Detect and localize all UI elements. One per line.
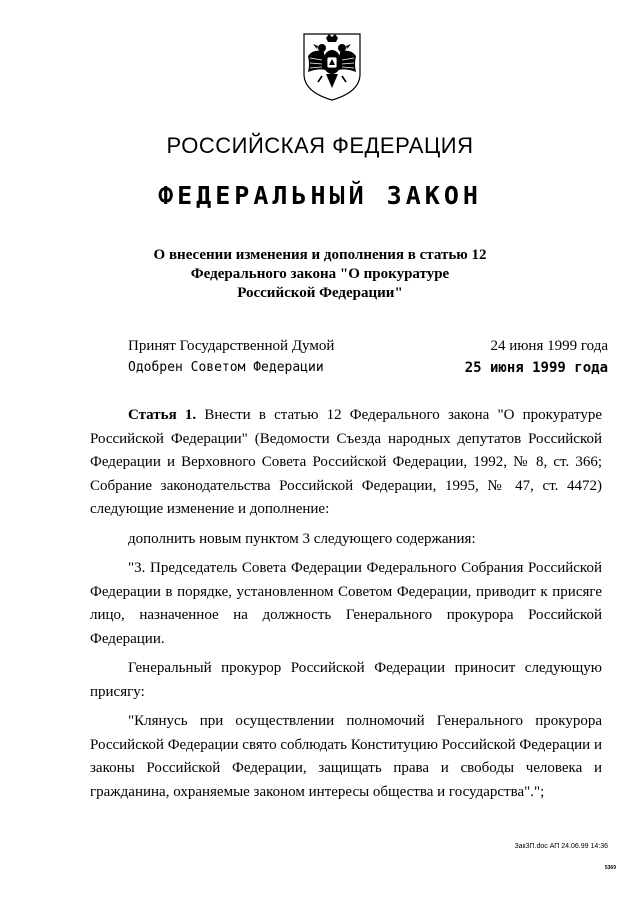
- adoption-duma-label: Принят Государственной Думой: [128, 338, 335, 354]
- adoption-council-date: 25 июня 1999 года: [464, 360, 608, 376]
- paragraph-4: Генеральный прокурор Российской Федерации приносит следующую присягу:: [90, 660, 602, 700]
- law-title-line-3: Российской Федерации": [237, 285, 403, 301]
- law-body: [90, 404, 602, 810]
- paragraph-5: "Клянусь при осуществлении полномочий Генерального прокурора Российской Федерации свято соблюдать Конституцию Российской Федерации и законы Российской Федерации, защищать права и свободы человека и гражданина, охраняемые законом интересы общества и государства".";: [90, 713, 602, 800]
- paragraph-2: дополнить новым пунктом 3 следующего содержания:: [128, 530, 476, 547]
- law-title-line-1: О внесении изменения и дополнения в статью 12: [153, 247, 487, 263]
- law-title: [0, 246, 640, 303]
- adoption-duma-date: 24 июня 1999 года: [490, 338, 608, 354]
- document-type: ФЕДЕРАЛЬНЫЙ ЗАКОН: [158, 181, 482, 210]
- adoption-council-label: Одобрен Советом Федерации: [128, 360, 324, 375]
- article-label: Статья 1.: [128, 407, 197, 423]
- file-stamp: Зак3П.doc АП 24.06.99 14:36: [514, 843, 608, 850]
- coat-of-arms-icon: [300, 30, 364, 102]
- article-1: [90, 404, 602, 522]
- law-title-line-2: Федерального закона "О прокуратуре: [190, 266, 450, 282]
- country-name: РОССИЙСКАЯ ФЕДЕРАЦИЯ: [166, 133, 474, 158]
- paragraph-3: "3. Председатель Совета Федерации Федерального Собрания Российской Федерации в порядке, установленном Советом Федерации, приводит к присяге лицо, назначенное на должность Генерального прокурора Российской Федерации.: [90, 560, 602, 647]
- page-code: 5369: [604, 865, 616, 871]
- article-text: Внести в статью 12 Федерального закона "О прокуратуре Российской Федерации" (Ведомости Съезда народных депутатов Российской Федерации и Верховного Совета Российской Федерации, 1992, № 8, ст. 366; Собрание законодательства Российской Федерации, 1995, № 47, ст. 4472) следующие изменение и дополнение:: [90, 407, 603, 517]
